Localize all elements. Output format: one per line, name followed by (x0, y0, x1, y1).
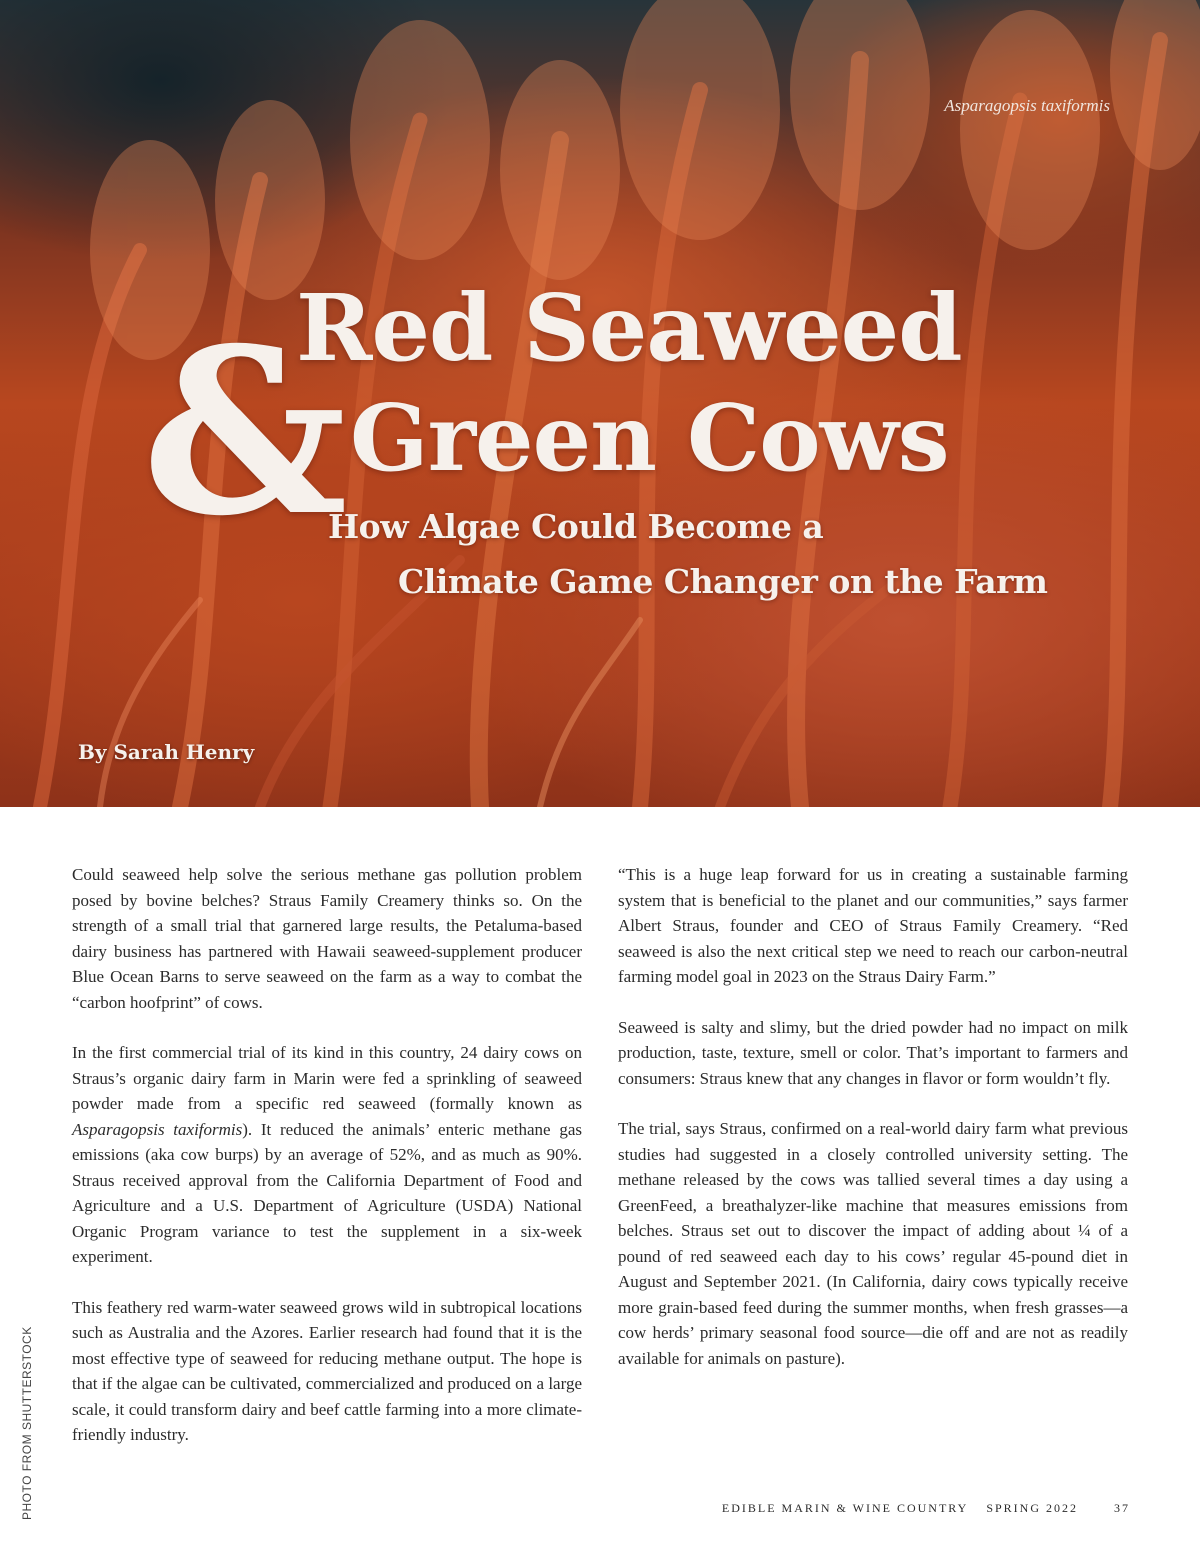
paragraph-text: In the first commercial trial of its kind in this country, 24 dairy cows on Straus’s organic dairy farm in Marin were fed a sprinkling of seaweed powder made from a specific red seaweed (formally known as (72, 1043, 582, 1113)
article-title-line-1: Red Seaweed (296, 274, 962, 382)
paragraph: The trial, says Straus, confirmed on a real-world dairy farm what previous studies had suggested in a closely controlled university setting. The methane released by the cows was tallied several times a day using a GreenFeed, a breathalyzer-like machine that measures emissions from belches. Straus set out to discover the impact of adding about ¼ of a pound of red seaweed each day to his cows’ regular 45-pound diet in August and September 2021. (In California, dairy cows typically receive more grain-based feed during the summer months, when fresh grasses—a cow herds’ primary seasonal food source—die off and are not as readily available for animals on pasture). (618, 1119, 1128, 1368)
paragraph: Seaweed is salty and slimy, but the dried powder had no impact on milk production, taste, texture, smell or color. That’s important to farmers and consumers: Straus knew that any changes in flavor or form wouldn’t fly. (618, 1017, 1128, 1088)
paragraph: “This is a huge leap forward for us in creating a sustainable farming system that is beneficial to the planet and our communities,” says farmer Albert Straus, founder and CEO of Straus Family Creamery. “Red seaweed is also the next critical step we need to reach our carbon-neutral farming model goal in 2023 on the Straus Dairy Farm.” (618, 865, 1128, 986)
footer-issue: SPRING 2022 (986, 1501, 1078, 1515)
author-byline: By Sarah Henry (78, 740, 255, 764)
article-subtitle-line-2: Climate Game Changer on the Farm (398, 562, 1048, 601)
paragraph (72, 1040, 582, 1270)
title-ampersand: & (142, 298, 348, 566)
footer-publication: EDIBLE MARIN & WINE COUNTRY (721, 1501, 969, 1515)
paragraph: This feathery red warm-water seaweed grows wild in subtropical locations such as Australia and the Azores. Earlier research had found that it is the most effective type of seaweed for reducing methane output. The hope is that if the algae can be cultivated, commercialized and produced on a large scale, it could transform dairy and beef cattle farming into a more climate-friendly industry. (72, 1297, 582, 1444)
page-footer (722, 1501, 1130, 1516)
photo-caption: Asparagopsis taxiformis (944, 96, 1110, 115)
species-name: Asparagopsis taxiformis (72, 1119, 243, 1139)
article-column-left (72, 862, 582, 1473)
paragraph: Could seaweed help solve the serious methane gas pollution problem posed by bovine belches? Straus Family Creamery thinks so. On the strength of a small trial that garnered large results, the Petaluma-based dairy business has partnered with Hawaii seaweed-supplement producer Blue Ocean Barns to serve seaweed on the farm as a way to combat the “carbon hoofprint” of cows. (72, 865, 582, 1012)
article-title-line-2: Green Cows (350, 384, 949, 492)
article-subtitle-line-1: How Algae Could Become a (328, 507, 824, 546)
paragraph-text: ). It reduced the animals’ enteric methane gas emissions (aka cow burps) by an average of 52%, and as much as 90%. Straus received approval from the California Department of Food and Agriculture and a U.S. Department of Agriculture (USDA) National Organic Program variance to test the supplement in a six-week experiment. (72, 1119, 582, 1266)
page-number: 37 (1114, 1501, 1130, 1515)
article-column-right (618, 862, 1128, 1396)
photo-credit: PHOTO FROM SHUTTERSTOCK (20, 1326, 34, 1520)
